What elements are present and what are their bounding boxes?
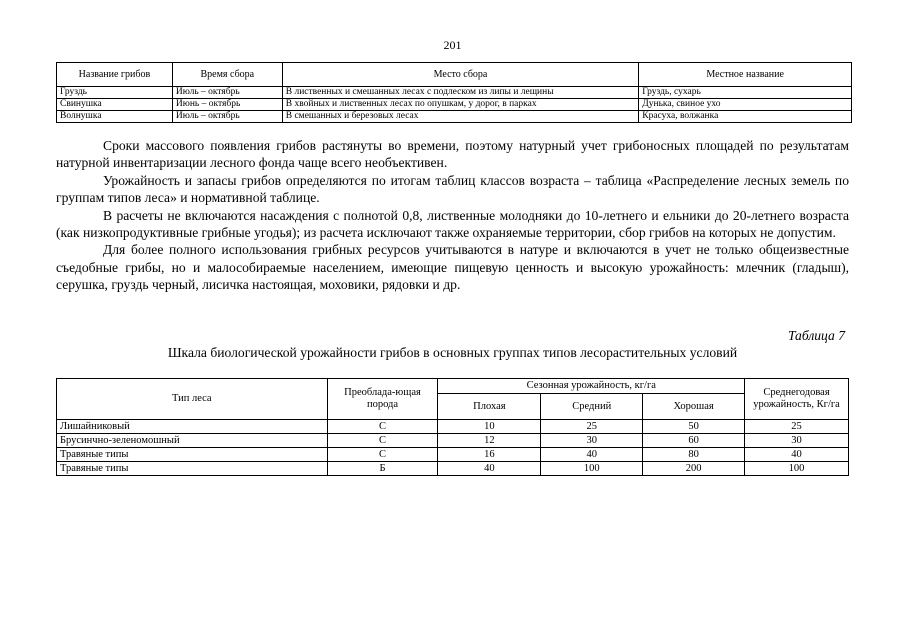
cell-good: 60 [643, 434, 745, 448]
table-row [57, 99, 852, 111]
mushroom-collection-table [56, 62, 852, 123]
cell-medium: 30 [541, 434, 643, 448]
table-row [57, 87, 852, 99]
cell-mushroom-name: Груздь [57, 87, 173, 99]
cell-good: 50 [643, 420, 745, 434]
header-poor: Плохая [438, 394, 541, 420]
table-row [57, 420, 849, 434]
cell-average: 30 [745, 434, 849, 448]
table-caption-number: Таблица 7 [787, 328, 845, 343]
cell-local-name: Красуха, волжанка [639, 111, 852, 123]
cell-collection-place: В лиственных и смешанных лесах с подлеском из липы и лещины [282, 87, 639, 99]
table-header-row [57, 379, 849, 394]
cell-good: 80 [643, 448, 745, 462]
cell-forest-type: Травяные типы [57, 462, 328, 476]
cell-collection-place: В смешанных и березовых лесах [282, 111, 639, 123]
cell-species: С [327, 434, 438, 448]
cell-species: Б [327, 462, 438, 476]
cell-local-name: Дунька, свиное ухо [639, 99, 852, 111]
mushroom-yield-table [56, 378, 849, 476]
cell-collection-time: Июль – октябрь [172, 87, 282, 99]
cell-average: 40 [745, 448, 849, 462]
table-row [57, 448, 849, 462]
header-dominant-species: Преоблада-ющая порода [327, 379, 438, 420]
paragraph: Для более полного использования грибных ресурсов учитываются в натуре и включаются в учет не только общеизвестные съедобные грибы, но и малособираемые населением, имеющие пищевую ценность и высокую урожайность: млечник (гладыш), серушка, груздь черный, лисичка настоящая, моховики, рядовки и др. [56, 242, 849, 293]
cell-forest-type: Травяные типы [57, 448, 328, 462]
cell-poor: 12 [438, 434, 541, 448]
cell-species: С [327, 420, 438, 434]
cell-forest-type: Лишайниковый [57, 420, 328, 434]
cell-poor: 40 [438, 462, 541, 476]
header-forest-type: Тип леса [57, 379, 328, 420]
cell-medium: 40 [541, 448, 643, 462]
header-collection-time: Время сбора [172, 63, 282, 87]
header-medium: Средний [541, 394, 643, 420]
cell-medium: 25 [541, 420, 643, 434]
cell-local-name: Груздь, сухарь [639, 87, 852, 99]
cell-good: 200 [643, 462, 745, 476]
header-good: Хорошая [643, 394, 745, 420]
header-average-yield: Среднегодовая урожайность, Кг/га [745, 379, 849, 420]
cell-forest-type: Брусинчно-зеленомошный [57, 434, 328, 448]
table-caption-title: Шкала биологической урожайности грибов в основных группах типов лесорастительных условий [167, 345, 738, 360]
cell-medium: 100 [541, 462, 643, 476]
cell-average: 100 [745, 462, 849, 476]
cell-poor: 16 [438, 448, 541, 462]
header-local-name: Местное название [639, 63, 852, 87]
cell-average: 25 [745, 420, 849, 434]
header-mushroom-name: Название грибов [57, 63, 173, 87]
paragraph: Сроки массового появления грибов растянуты во времени, поэтому натурный учет грибоносных площадей по результатам натурной инвентаризации лесного фонда чаще всего необъективен. [56, 138, 849, 171]
page-number: 201 [443, 38, 462, 52]
cell-poor: 10 [438, 420, 541, 434]
header-collection-place: Место сбора [282, 63, 639, 87]
table-row [57, 462, 849, 476]
cell-collection-time: Июнь – октябрь [172, 99, 282, 111]
body-text [56, 137, 849, 294]
table-row [57, 434, 849, 448]
table-header-row [57, 63, 852, 87]
cell-mushroom-name: Волнушка [57, 111, 173, 123]
header-seasonal-yield: Сезонная урожайность, кг/га [438, 379, 745, 394]
cell-collection-time: Июль – октябрь [172, 111, 282, 123]
paragraph: В расчеты не включаются насаждения с полнотой 0,8, лиственные молодняки до 10-летнего и ельники до 20-летнего возраста (как низкопродуктивные грибные угодья); из расчета исключают также охраняемые территории, сбор грибов на которых не допустим. [56, 207, 849, 241]
paragraph: Урожайность и запасы грибов определяются по итогам таблиц классов возраста – таблица «Распределение лесных земель по группам типов леса» и нормативной таблице. [56, 172, 849, 206]
table-row [57, 111, 852, 123]
cell-mushroom-name: Свинушка [57, 99, 173, 111]
cell-collection-place: В хвойных и лиственных лесах по опушкам, у дорог, в парках [282, 99, 639, 111]
cell-species: С [327, 448, 438, 462]
